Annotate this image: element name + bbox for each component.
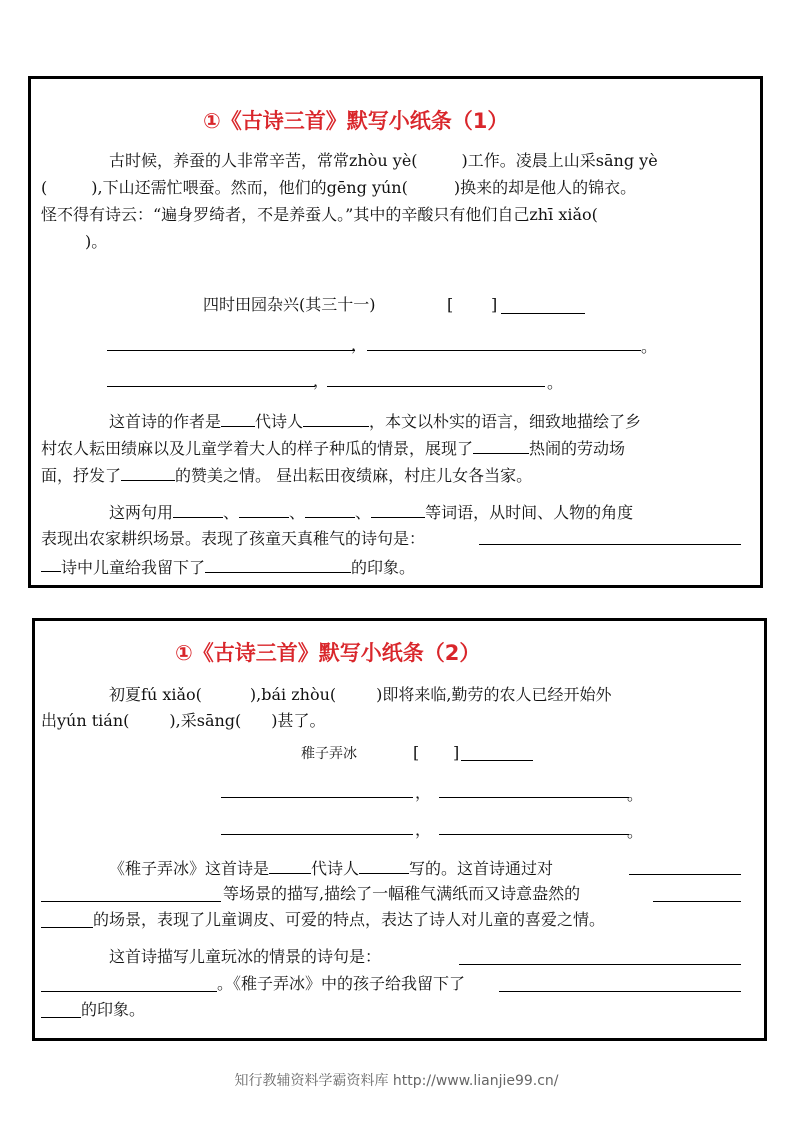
card1-para1-line3: 面，抒发了 的赞美之情。 昼出耘田夜绩麻，村庄儿女各当家。 [41, 466, 533, 485]
card2-verse-blank-b[interactable] [41, 991, 217, 992]
card2-para1-line3: 的场景，表现了儿童调皮、可爱的特点，表达了诗人对儿童的喜爱之情。 [93, 910, 606, 929]
card2-para2-line2: 。《稚子弄冰》中的孩子给我留下了 [217, 974, 466, 993]
card1-intro-line1: 古时候，养蚕的人非常辛苦，常常zhòu yè( )工作。凌晨上山采sāng yè [109, 151, 658, 170]
worksheet-card-2 [32, 618, 767, 1041]
card2-impression-blank-a[interactable] [499, 991, 741, 992]
answer-blank-poet-2[interactable] [359, 857, 409, 874]
card2-verse-blank-a[interactable] [459, 964, 741, 965]
pinyin-sang: sāng [196, 711, 236, 730]
card1-para2-line2: 表现出农家耕织场景。表现了孩童天真稚气的诗句是： [41, 529, 426, 548]
card1-para2-line1: 这两句用 、 、 、 等词语，从时间、人物的角度 [109, 503, 634, 522]
card1-poem-line2b-blank[interactable] [327, 386, 545, 387]
card1-intro-line3: 怪不得有诗云：“遍身罗绮者，不是养蚕人。”其中的辛酸只有他们自己zhī xiǎo( [41, 205, 598, 224]
card2-bracket-left: [ [413, 743, 420, 762]
comma: ， [351, 335, 368, 354]
card2-title: ①《古诗三首》默写小纸条（2） [175, 641, 481, 665]
card1-childlike-verse-blank-a[interactable] [479, 544, 741, 545]
card1-intro-line4: )。 [85, 232, 108, 251]
card2-para2-line3: 的印象。 [81, 1000, 146, 1019]
card1-poem-line2a-blank[interactable] [107, 386, 315, 387]
pinyin-sangye: sāng yè [595, 151, 658, 170]
card2-para1-line1: 《稚子弄冰》这首诗是 代诗人 写的。这首诗通过对 [109, 859, 554, 878]
answer-blank-word1[interactable] [173, 501, 223, 518]
card1-intro-line2: ( ),下山还需忙喂蚕。然而，他们的gēng yún( )换来的却是他人的锦衣。 [41, 178, 637, 197]
answer-blank-dynasty[interactable] [221, 410, 255, 427]
footer-source: 知行教辅资料学霸资料库 http://www.lianjie99.cn/ [234, 1073, 559, 1089]
answer-blank-word3[interactable] [305, 501, 355, 518]
card1-poem-line1b-blank[interactable] [367, 350, 641, 351]
comma: ， [313, 371, 330, 390]
card2-scene-blank-d[interactable] [41, 927, 93, 928]
card1-title: ①《古诗三首》默写小纸条（1） [203, 109, 509, 133]
worksheet-card-1 [28, 76, 763, 588]
card2-para1-line2: 等场景的描写,描绘了一幅稚气满纸而又诗意盎然的 [223, 884, 581, 903]
comma: ， [415, 820, 432, 839]
card1-childlike-verse-blank-b[interactable] [41, 571, 61, 572]
answer-blank-poet[interactable] [303, 410, 369, 427]
comma: ， [415, 783, 432, 802]
card1-poem-line1a-blank[interactable] [107, 350, 355, 351]
card2-intro-line2: 出yún tián( ),采sāng( )甚了。 [41, 711, 326, 730]
card2-bracket-right: ] [453, 743, 460, 762]
card2-para2-line1: 这首诗描写儿童玩冰的情景的诗句是： [109, 947, 382, 966]
card2-poem-line2a-blank[interactable] [221, 834, 413, 835]
answer-blank-scene[interactable] [473, 437, 529, 454]
answer-blank-impression[interactable] [205, 556, 351, 573]
pinyin-zhixiao: zhī xiǎo [529, 205, 592, 224]
card2-impression-blank-b[interactable] [41, 1017, 81, 1018]
card2-intro-line1: 初夏fú xiǎo( ),bái zhòu( )即将来临,勤劳的农人已经开始外 [109, 685, 612, 704]
card1-para1-line1: 这首诗的作者是 代诗人 ，本文以朴实的语言，细致地描绘了乡 [109, 412, 642, 431]
card1-bracket-right: ] [491, 295, 498, 314]
period: 。 [627, 785, 644, 804]
card2-poem-line1b-blank[interactable] [439, 797, 629, 798]
answer-blank-dynasty-2[interactable] [269, 857, 311, 874]
card2-scene-blank-c[interactable] [653, 901, 741, 902]
card2-poem-line2b-blank[interactable] [439, 834, 629, 835]
answer-blank-word4[interactable] [371, 501, 425, 518]
card2-poem-line1a-blank[interactable] [221, 797, 413, 798]
card1-bracket-left: [ [447, 295, 454, 314]
card2-dynasty-author-blank[interactable] [461, 760, 533, 761]
pinyin-gengyun: gēng yún [326, 178, 402, 197]
answer-blank-praise[interactable] [121, 464, 175, 481]
card2-scene-blank-a[interactable] [629, 874, 741, 875]
period: 。 [641, 337, 658, 356]
pinyin-baizhou: bái zhòu [261, 685, 330, 704]
card2-scene-blank-b[interactable] [41, 901, 221, 902]
pinyin-yuntian: yún tián [57, 711, 124, 730]
pinyin-fuxiao: fú xiǎo [141, 685, 196, 704]
pinyin-zhouye: zhòu yè [349, 151, 412, 170]
period: 。 [547, 373, 564, 392]
period: 。 [627, 822, 644, 841]
card1-poem-title: 四时田园杂兴(其三十一) [203, 295, 376, 314]
card1-para2-line3: 诗中儿童给我留下了 的印象。 [61, 558, 416, 577]
card1-para1-line2: 村农人耘田绩麻以及儿童学着大人的样子种瓜的情景，展现了 热闹的劳动场 [41, 439, 626, 458]
card1-dynasty-author-blank[interactable] [501, 313, 585, 314]
answer-blank-word2[interactable] [239, 501, 289, 518]
card2-poem-title: 稚子弄冰 [301, 746, 357, 762]
